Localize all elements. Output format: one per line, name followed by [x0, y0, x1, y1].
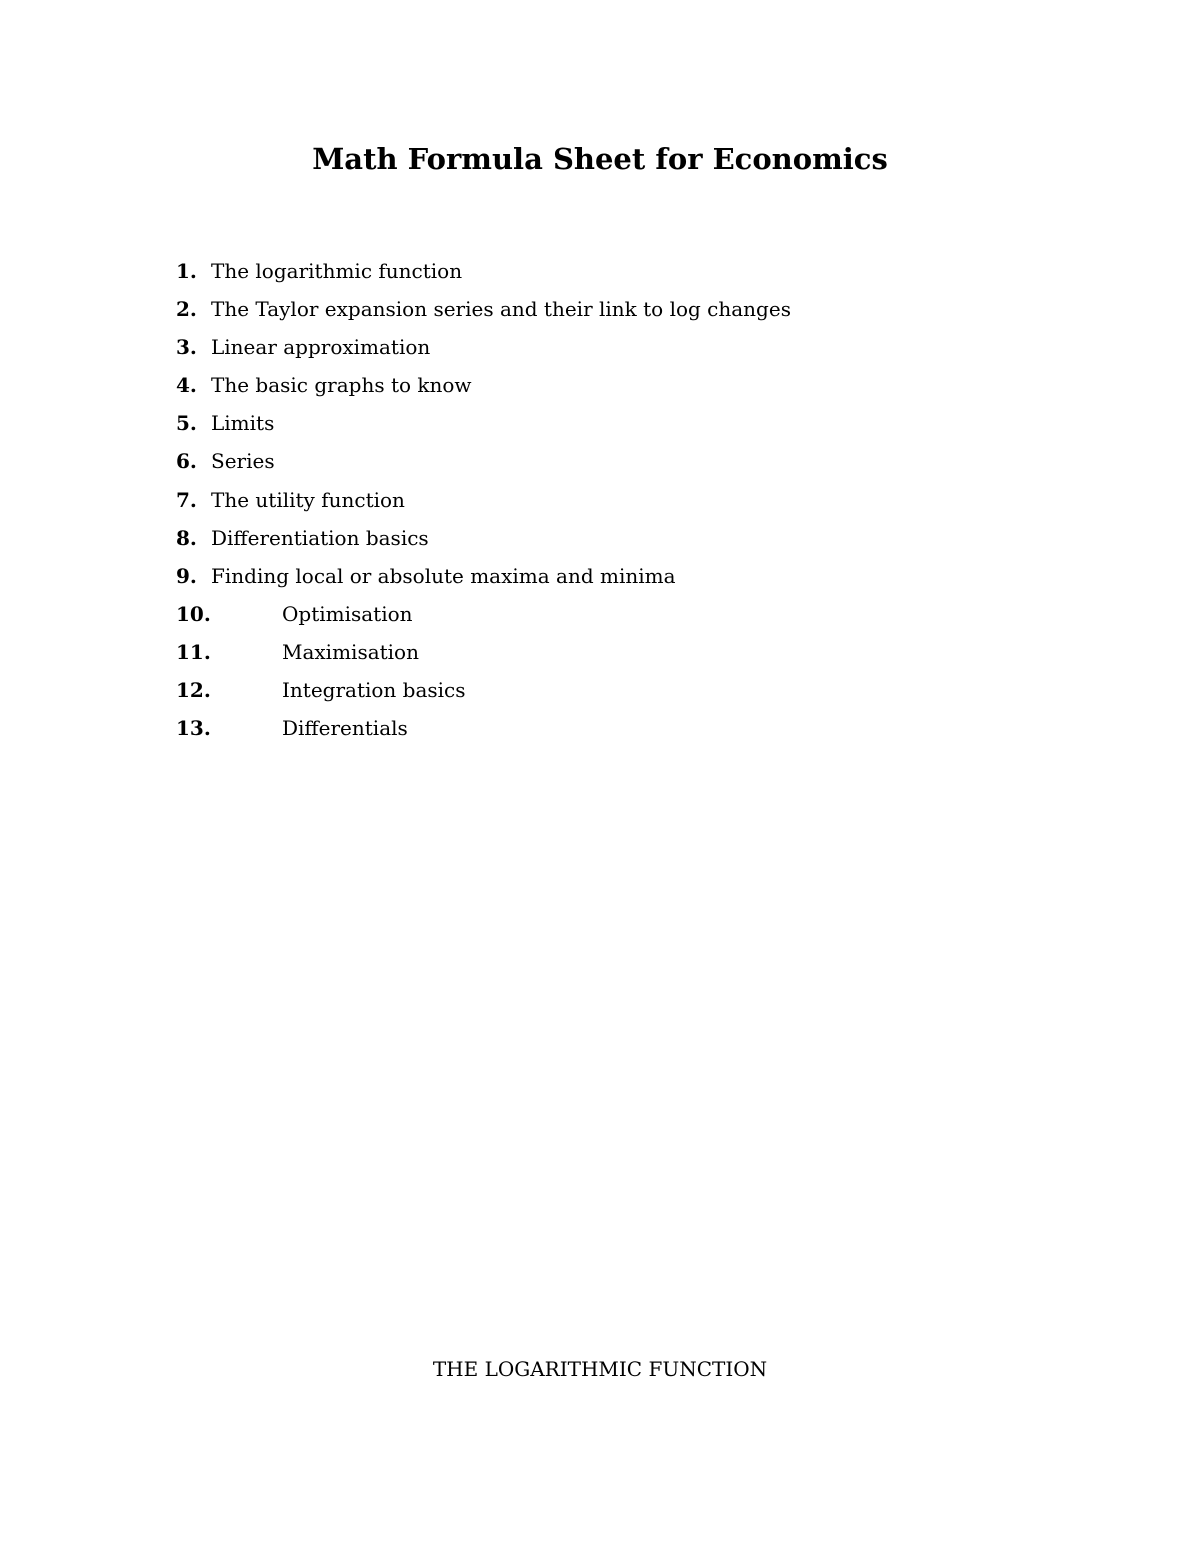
toc-item: [176, 633, 791, 671]
toc-item-number: 12.: [176, 678, 211, 703]
section-heading: THE LOGARITHMIC FUNCTION: [432, 1357, 768, 1381]
toc-item-number: 1.: [176, 259, 197, 283]
toc-item-number: 7.: [176, 487, 197, 512]
page-title: Math Formula Sheet for Economics: [312, 142, 888, 176]
toc-item-number: 2.: [176, 297, 197, 322]
toc-item-label: Differentials: [282, 716, 408, 741]
toc-item-number: 6.: [176, 449, 197, 474]
toc-item-number: 8.: [176, 525, 197, 550]
toc-item-number: 9.: [176, 563, 197, 588]
toc-item-label: The logarithmic function: [211, 259, 463, 283]
toc-item: [176, 671, 791, 709]
toc-item-number: 3.: [176, 335, 197, 360]
toc-item-number: 10.: [176, 601, 211, 626]
toc-item: [176, 442, 791, 480]
toc-item-label: Series: [211, 449, 275, 474]
toc-item-number: 5.: [176, 411, 197, 436]
toc-item-label: Finding local or absolute maxima and minima: [211, 563, 676, 588]
toc-item-label: Maximisation: [282, 639, 419, 664]
toc-item-label: The basic graphs to know: [211, 373, 472, 398]
toc-item-label: Limits: [211, 411, 275, 436]
toc-item: [176, 595, 791, 633]
toc-item-label: The utility function: [211, 487, 405, 512]
toc-item-number: 4.: [176, 373, 197, 398]
toc-item: [176, 290, 791, 328]
toc-item: [176, 557, 791, 595]
toc-item: [176, 252, 791, 290]
table-of-contents: [176, 252, 791, 747]
toc-item: [176, 519, 791, 557]
toc-item-label: Integration basics: [282, 678, 466, 703]
toc-item: [176, 328, 791, 366]
toc-item: [176, 709, 791, 747]
toc-item-label: Optimisation: [282, 601, 413, 626]
toc-item-label: Linear approximation: [211, 335, 431, 360]
toc-item-number: 13.: [176, 716, 211, 741]
toc-item: [176, 481, 791, 519]
toc-item-number: 11.: [176, 639, 211, 664]
toc-item-label: The Taylor expansion series and their link to log changes: [211, 297, 791, 322]
toc-item: [176, 404, 791, 442]
toc-item-label: Differentiation basics: [211, 525, 429, 550]
toc-item: [176, 366, 791, 404]
